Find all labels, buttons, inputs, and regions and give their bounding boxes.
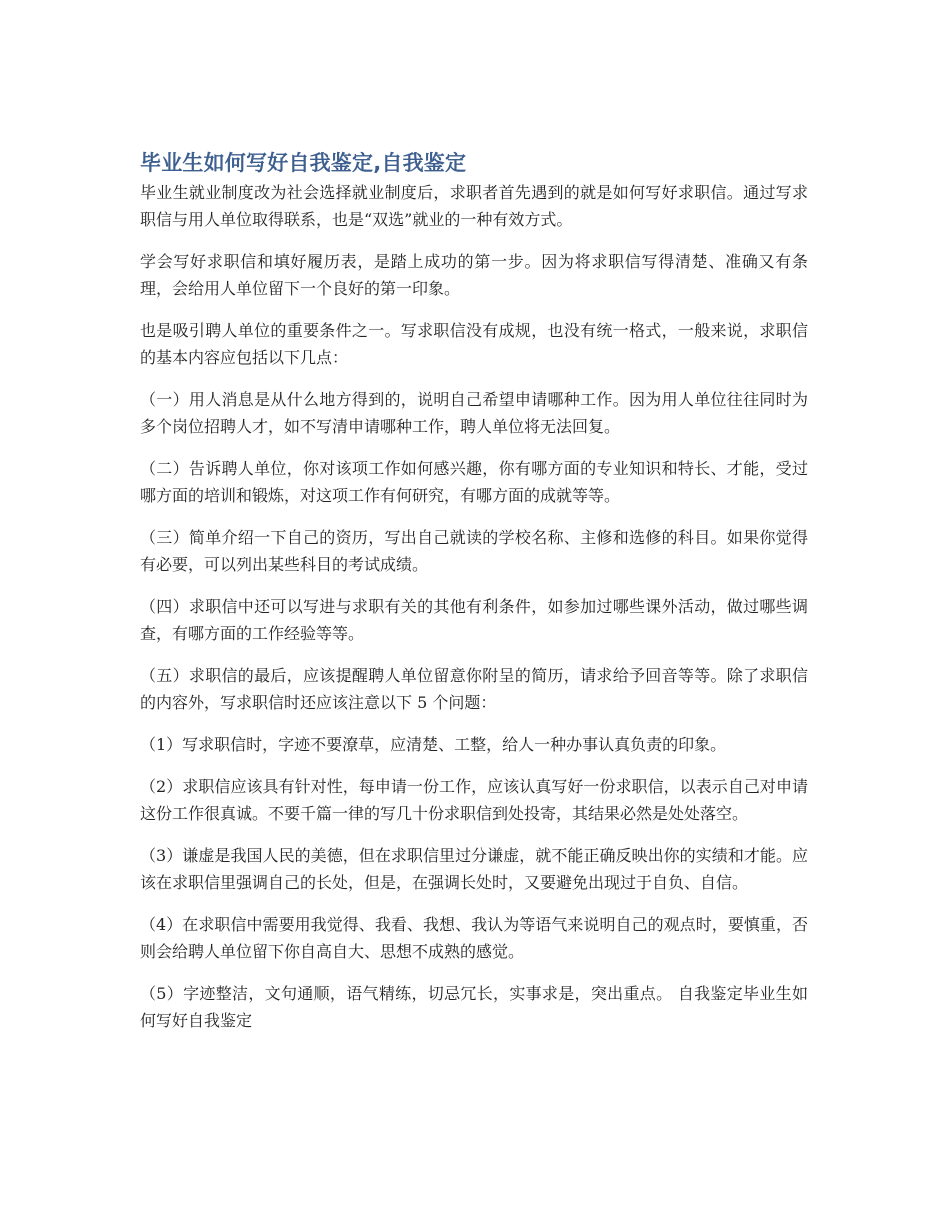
paragraph-9: （1）写求职信时，字迹不要潦草，应清楚、工整，给人一种办事认真负责的印象。 [140,735,727,754]
paragraph-6: （三）简单介绍一下自己的资历，写出自己就读的学校名称、主修和选修的科目。如果你觉得有必要，可以列出某些科目的考试成绩。 [140,528,808,574]
paragraph-1: 毕业生就业制度改为社会选择就业制度后，求职者首先遇到的就是如何写好求职信。通过写求职信与用人单位取得联系，也是“双选”就业的一种有效方式。 [140,183,808,229]
paragraph-8: （五）求职信的最后，应该提醒聘人单位留意你附呈的简历，请求给予回音等等。除了求职信的内容外，写求职信时还应该注意以下 5 个问题： [140,666,808,712]
paragraph-7: （四）求职信中还可以写进与求职有关的其他有利条件，如参加过哪些课外活动，做过哪些调查，有哪方面的工作经验等等。 [140,597,808,643]
paragraph-5: （二）告诉聘人单位，你对该项工作如何感兴趣，你有哪方面的专业知识和特长、才能，受过哪方面的培训和锻炼，对这项工作有何研究，有哪方面的成就等等。 [140,459,808,505]
paragraph-12: （4）在求职信中需要用我觉得、我看、我想、我认为等语气来说明自己的观点时，要慎重，否则会给聘人单位留下你自高自大、思想不成熟的感觉。 [140,915,808,961]
paragraph-3: 也是吸引聘人单位的重要条件之一。写求职信没有成规，也没有统一格式，一般来说，求职信的基本内容应包括以下几点： [140,321,808,367]
paragraph-10: （2）求职信应该具有针对性，每申请一份工作，应该认真写好一份求职信，以表示自己对申请这份工作很真诚。不要千篇一律的写几十份求职信到处投寄，其结果必然是处处落空。 [140,777,808,823]
paragraph-2: 学会写好求职信和填好履历表，是踏上成功的第一步。因为将求职信写得清楚、准确又有条理，会给用人单位留下一个良好的第一印象。 [140,252,808,298]
paragraph-13: （5）字迹整洁，文句通顺，语气精练，切忌冗长，实事求是，突出重点。 自我鉴定毕业生如何写好自我鉴定 [140,984,808,1030]
document-page [140,148,808,1049]
paragraph-4: （一）用人消息是从什么地方得到的，说明自己希望申请哪种工作。因为用人单位往往同时为多个岗位招聘人才，如不写清申请哪种工作，聘人单位将无法回复。 [140,390,808,436]
paragraph-11: （3）谦虚是我国人民的美德，但在求职信里过分谦虚，就不能正确反映出你的实绩和才能。应该在求职信里强调自己的长处，但是，在强调长处时，又要避免出现过于自负、自信。 [140,846,808,892]
document-title: 毕业生如何写好自我鉴定,自我鉴定 [140,151,467,175]
